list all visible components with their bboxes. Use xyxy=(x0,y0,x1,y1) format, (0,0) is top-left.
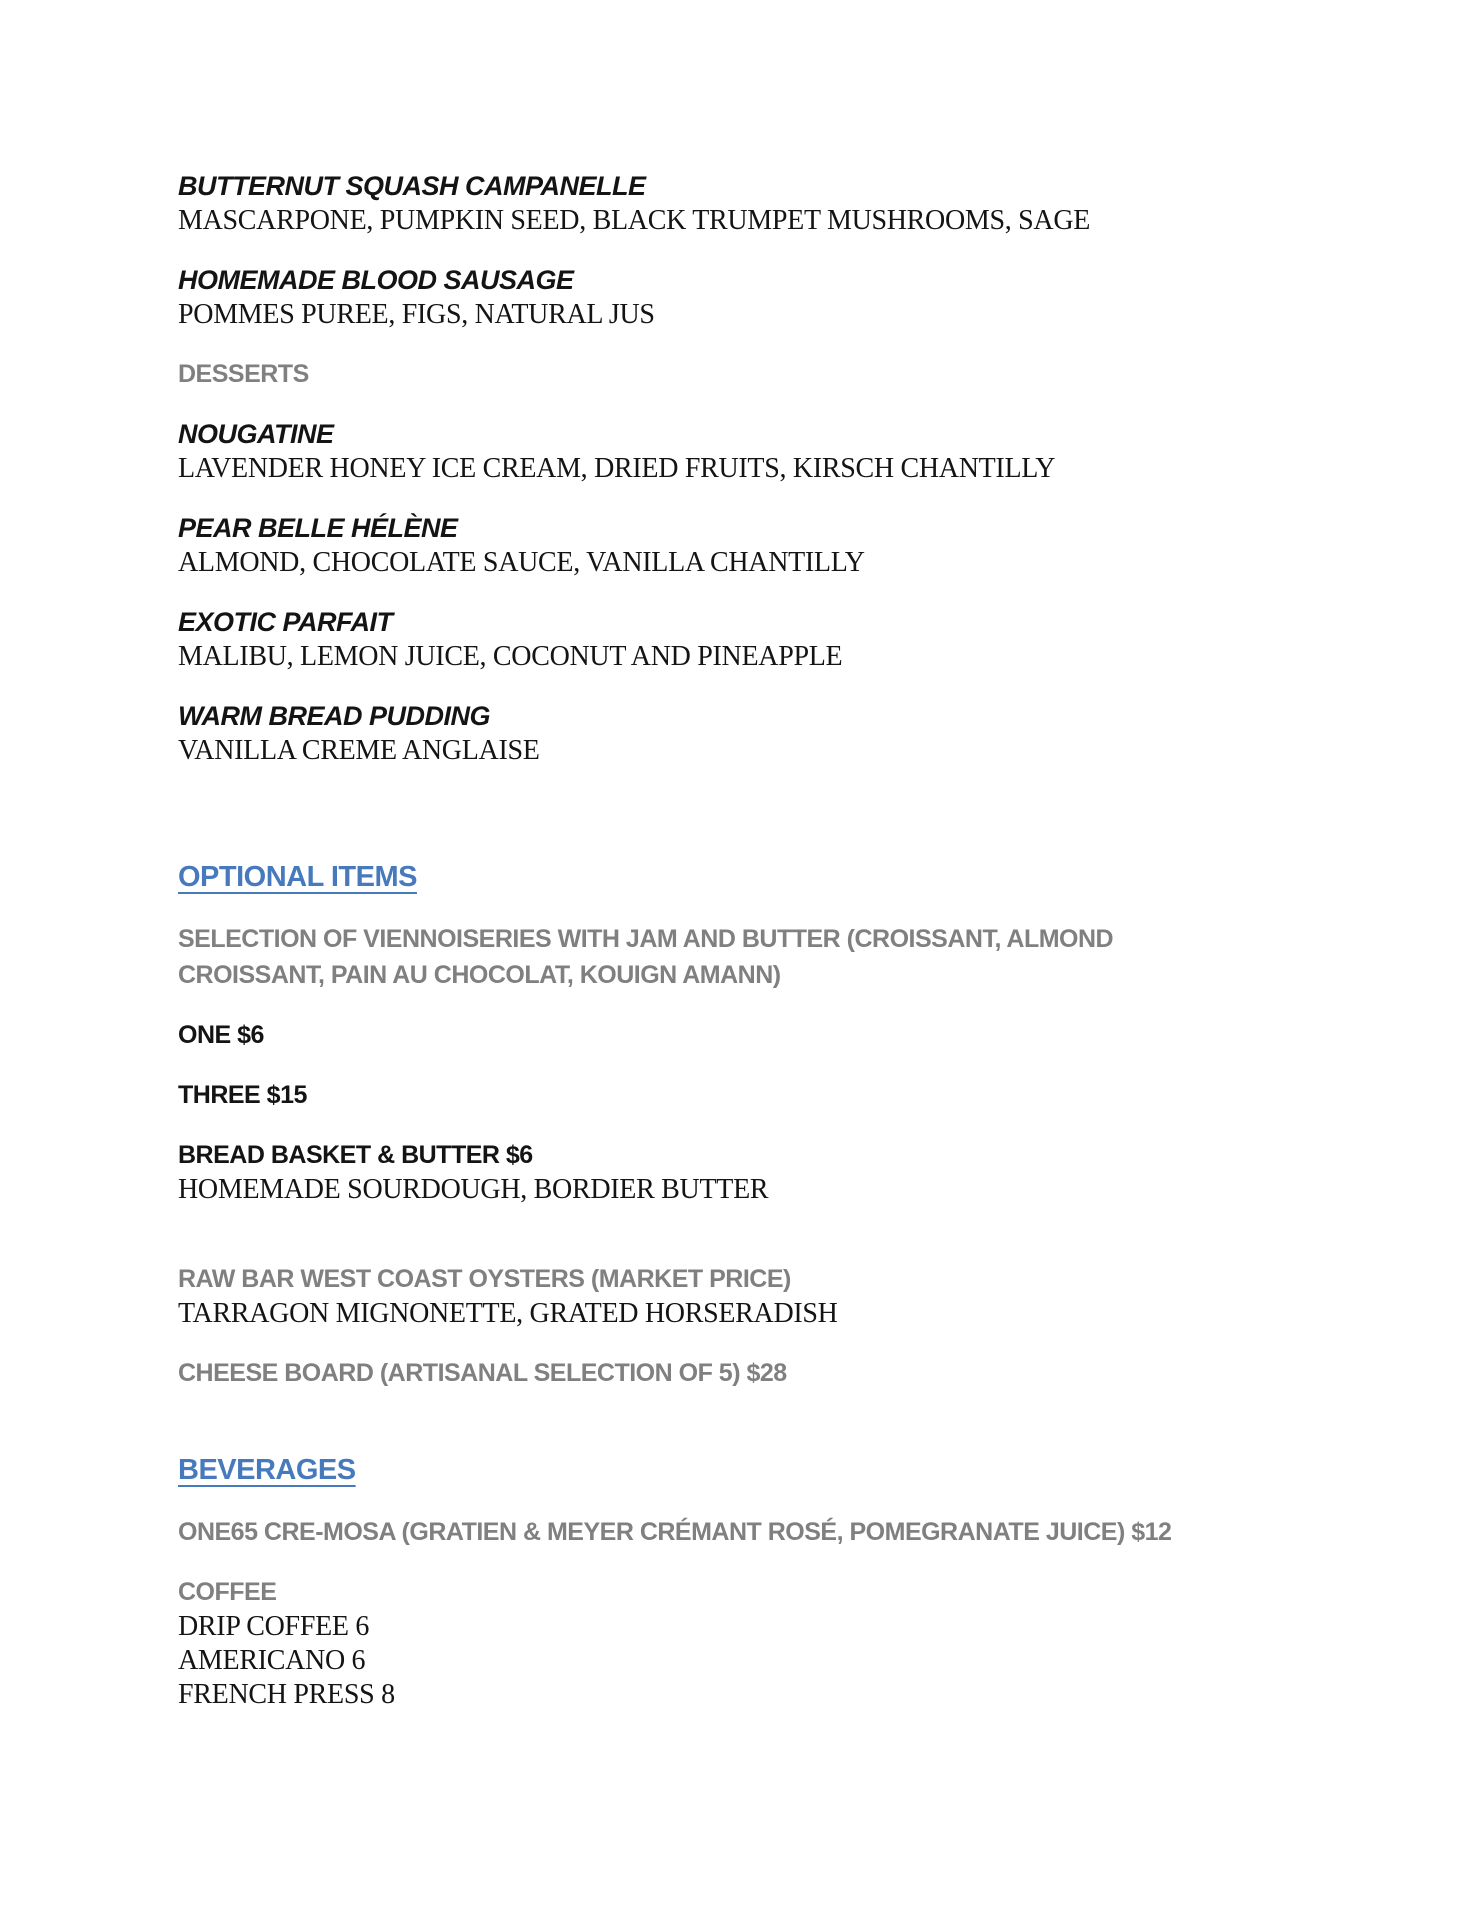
section-heading-link[interactable]: BEVERAGES xyxy=(178,1454,356,1486)
section-label-line: CHEESE BOARD (ARTISANAL SELECTION OF 5) $28 xyxy=(178,1359,787,1387)
menu-item xyxy=(178,262,1404,332)
section-heading-text[interactable] xyxy=(178,857,1404,897)
item-label: COFFEE xyxy=(178,1578,277,1606)
price-option-text: THREE $15 xyxy=(178,1081,307,1109)
spacer xyxy=(178,1415,1404,1450)
section-label-line: SELECTION OF VIENNOISERIES WITH JAM AND BUTTER (CROISSANT, ALMOND xyxy=(178,925,1114,953)
spacer xyxy=(178,1231,1404,1261)
item-title: WARM BREAD PUDDING xyxy=(178,701,490,731)
item-description-line: TARRAGON MIGNONETTE, GRATED HORSERADISH xyxy=(178,1298,838,1329)
price-option xyxy=(178,1077,1404,1113)
item-description-line: LAVENDER HONEY ICE CREAM, DRIED FRUITS, KIRSCH CHANTILLY xyxy=(178,453,1056,484)
menu-item xyxy=(178,1137,1404,1207)
item-title: BUTTERNUT SQUASH CAMPANELLE xyxy=(178,171,646,201)
menu-item xyxy=(178,510,1404,580)
section-label xyxy=(178,921,1404,993)
item-description-line: FRENCH PRESS 8 xyxy=(178,1679,395,1710)
section-heading xyxy=(178,1450,1404,1490)
item-description-line: POMMES PUREE, FIGS, NATURAL JUS xyxy=(178,299,655,330)
item-title: BREAD BASKET & BUTTER $6 xyxy=(178,1141,533,1169)
section-label xyxy=(178,1514,1404,1550)
price-option-text: ONE $6 xyxy=(178,1021,264,1049)
spacer xyxy=(178,792,1404,857)
item-description-line: VANILLA CREME ANGLAISE xyxy=(178,735,540,766)
section-label xyxy=(178,1355,1404,1391)
section-label xyxy=(178,356,1404,392)
item-description-line: MASCARPONE, PUMPKIN SEED, BLACK TRUMPET MUSHROOMS, SAGE xyxy=(178,205,1091,236)
item-title: PEAR BELLE HÉLÈNE xyxy=(178,513,458,543)
menu-item xyxy=(178,1261,1404,1331)
menu-item xyxy=(178,1574,1404,1712)
section-label-line: CROISSANT, PAIN AU CHOCOLAT, KOUIGN AMANN) xyxy=(178,961,781,989)
menu-item xyxy=(178,416,1404,486)
item-description-line: MALIBU, LEMON JUICE, COCONUT AND PINEAPPLE xyxy=(178,641,843,672)
menu-item xyxy=(178,168,1404,238)
item-description-line: ALMOND, CHOCOLATE SAUCE, VANILLA CHANTILLY xyxy=(178,547,865,578)
item-title: NOUGATINE xyxy=(178,419,334,449)
menu-content xyxy=(178,168,1404,1736)
section-label-line: ONE65 CRE-MOSA (GRATIEN & MEYER CRÉMANT ROSÉ, POMEGRANATE JUICE) $12 xyxy=(178,1518,1172,1546)
item-title: HOMEMADE BLOOD SAUSAGE xyxy=(178,265,574,295)
section-heading-link[interactable]: OPTIONAL ITEMS xyxy=(178,861,417,893)
item-title: EXOTIC PARFAIT xyxy=(178,607,393,637)
item-label: RAW BAR WEST COAST OYSTERS (MARKET PRICE) xyxy=(178,1265,791,1293)
item-description-line: DRIP COFFEE 6 xyxy=(178,1611,370,1642)
section-label-line: DESSERTS xyxy=(178,360,309,388)
section-heading xyxy=(178,857,1404,897)
price-option xyxy=(178,1017,1404,1053)
menu-item xyxy=(178,698,1404,768)
item-description-line: AMERICANO 6 xyxy=(178,1645,366,1676)
section-heading-text[interactable] xyxy=(178,1450,1404,1490)
item-description-line: HOMEMADE SOURDOUGH, BORDIER BUTTER xyxy=(178,1174,769,1205)
menu-item xyxy=(178,604,1404,674)
